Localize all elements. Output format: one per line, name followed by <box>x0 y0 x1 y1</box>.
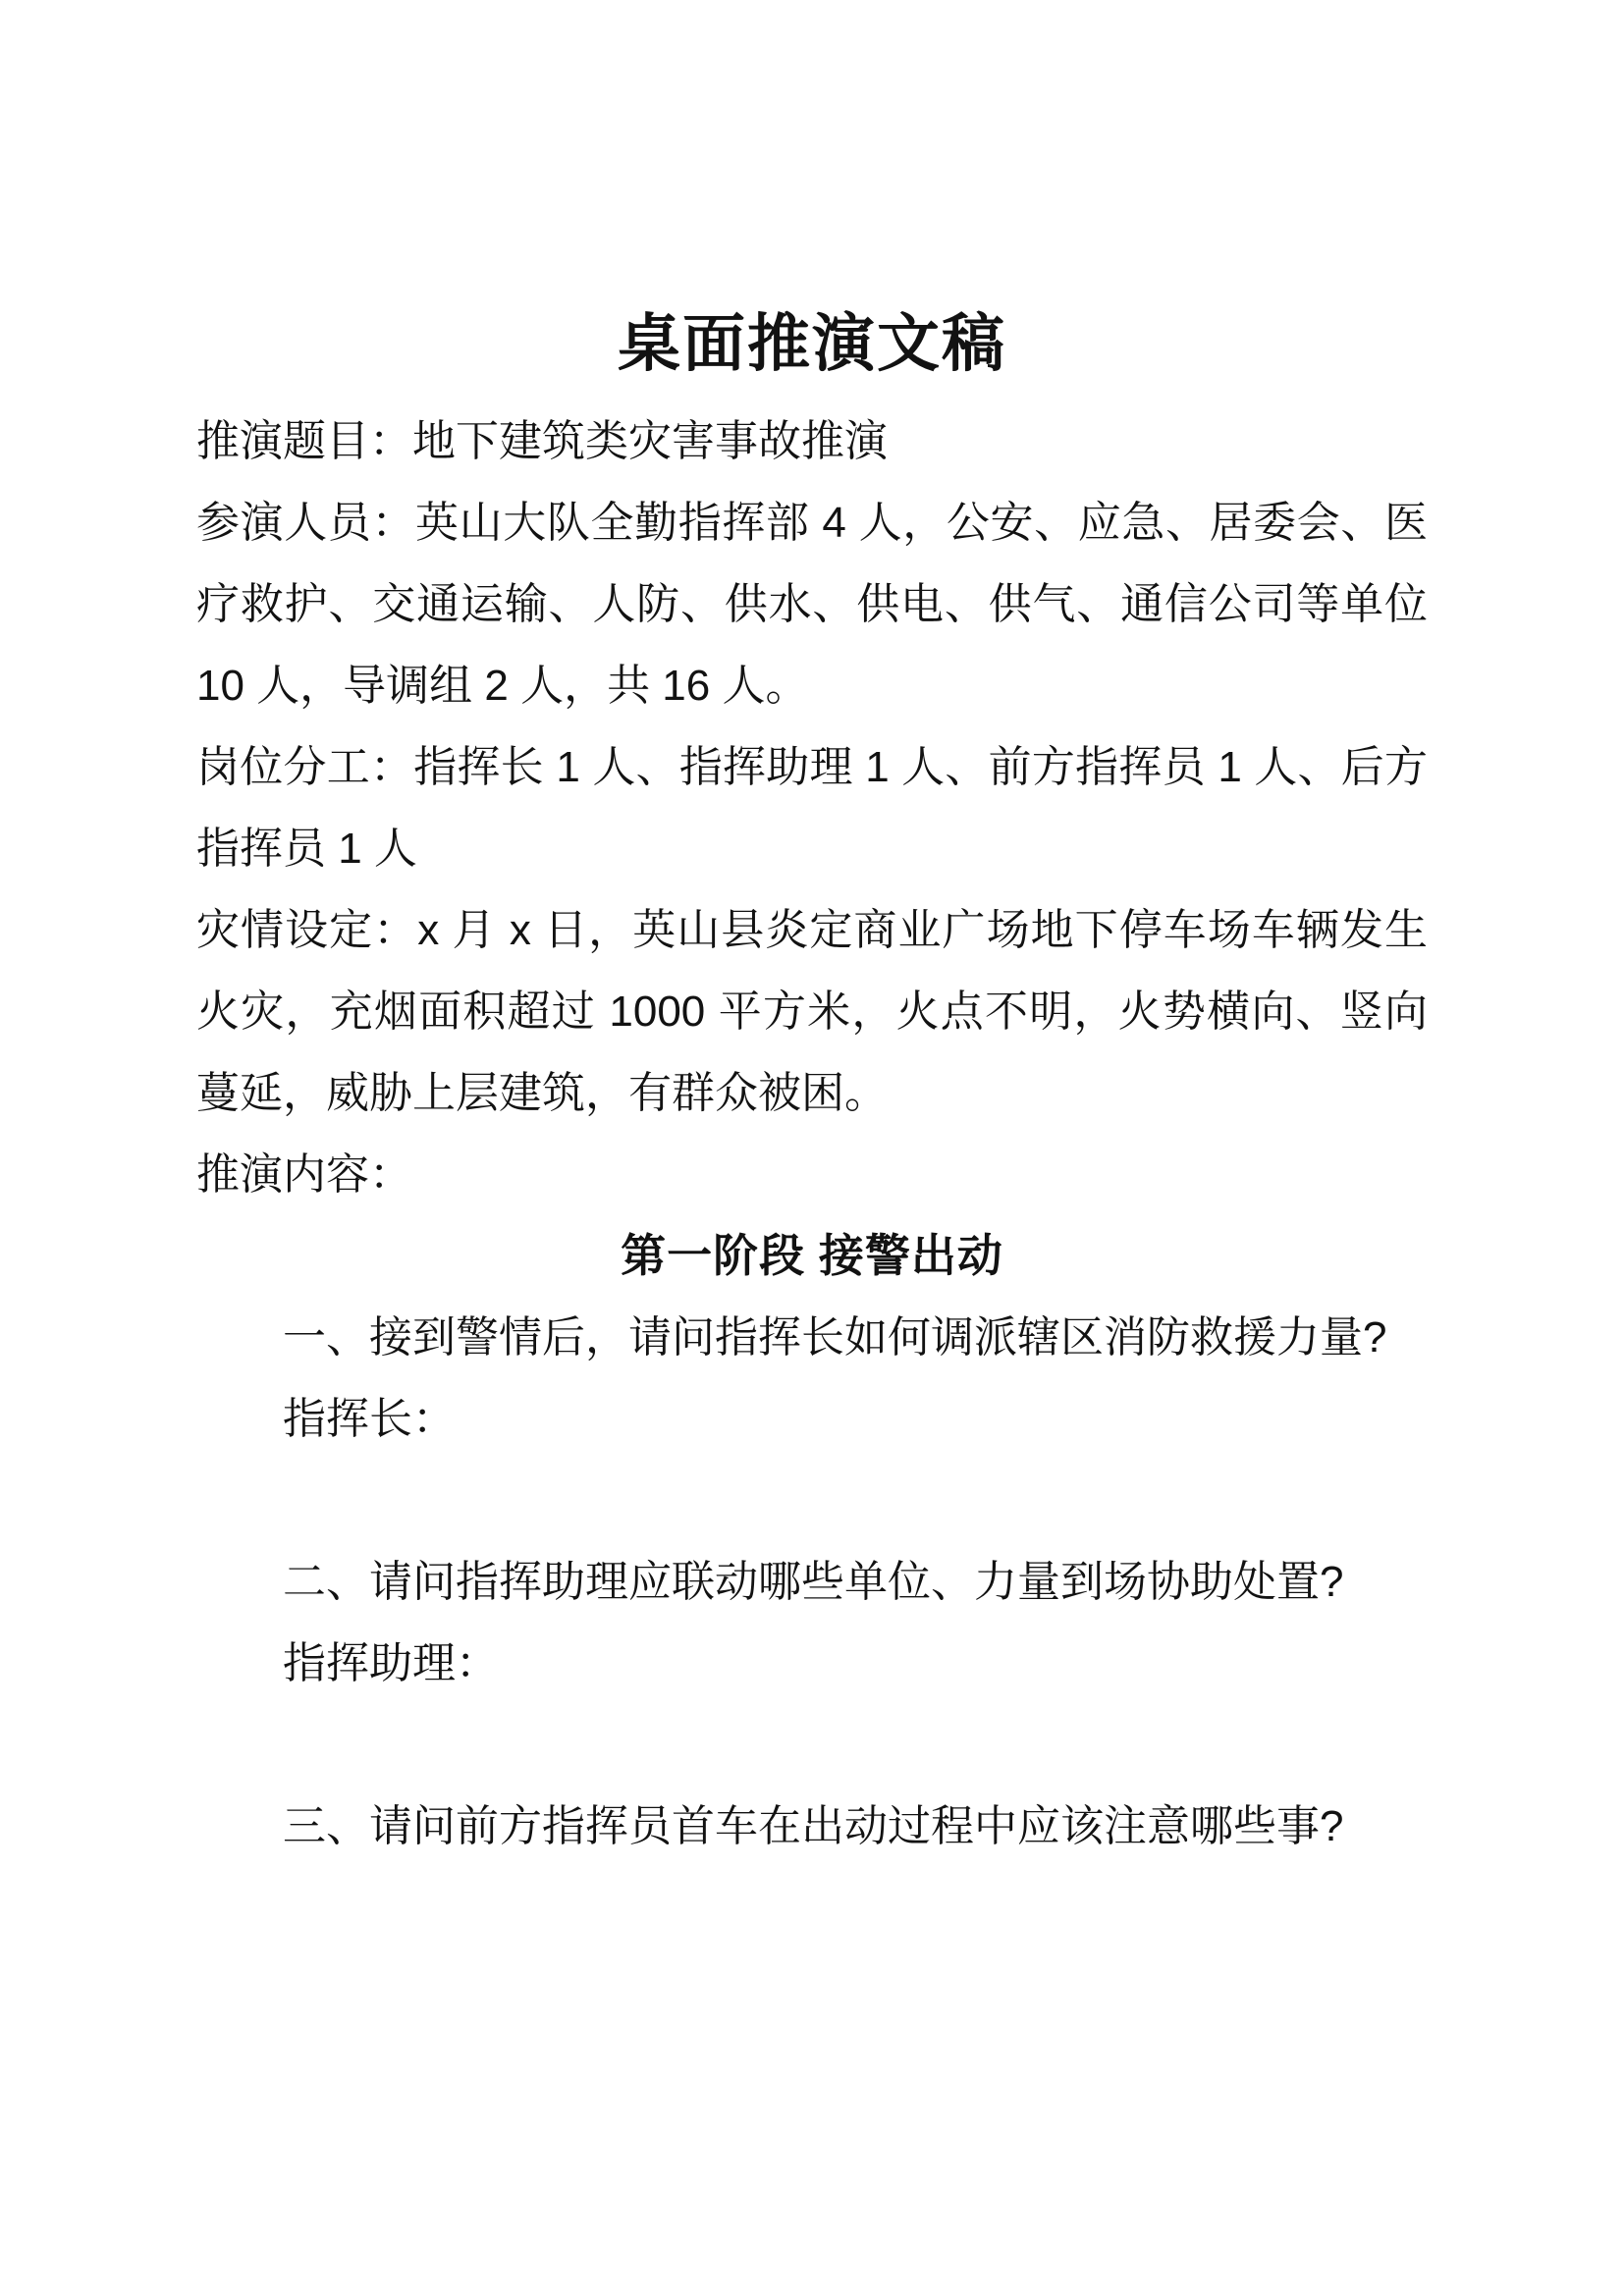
role-label-assistant: 指挥助理： <box>283 1639 499 1687</box>
paragraph-role-assignment: 岗位分工：指挥长 1 人、指挥助理 1 人、前方指挥员 1 人、后方指挥员 1 人 <box>196 743 1428 873</box>
document-title: 桌面推演文稿 <box>618 308 1006 379</box>
paragraph-content-label: 推演内容： <box>196 1150 412 1199</box>
paragraph-exercise-topic: 推演题目：地下建筑类灾害事故推演 <box>196 417 888 465</box>
question-2: 二、请问指挥助理应联动哪些单位、力量到场协助处置? <box>283 1558 1344 1606</box>
paragraph-participants: 参演人员：英山大队全勤指挥部 4 人，公安、应急、居委会、医疗救护、交通运输、人防、供水、供电、供气、通信公司等单位 10 人，导调组 2 人，共 16 人。 <box>196 499 1428 710</box>
role-label-commander: 指挥长： <box>283 1395 456 1443</box>
blank-line <box>196 1460 1428 1541</box>
stage-1-heading: 第一阶段 接警出动 <box>621 1230 1003 1281</box>
question-1: 一、接到警情后，请问指挥长如何调派辖区消防救援力量? <box>283 1313 1387 1362</box>
question-3: 三、请问前方指挥员首车在出动过程中应该注意哪些事? <box>283 1802 1344 1850</box>
paragraph-disaster-scenario: 灾情设定：x 月 x 日，英山县炎定商业广场地下停车场车辆发生火灾，充烟面积超过 1000 平方米，火点不明，火势横向、竖向蔓延，威胁上层建筑，有群众被困。 <box>196 906 1428 1117</box>
blank-line <box>196 1704 1428 1786</box>
